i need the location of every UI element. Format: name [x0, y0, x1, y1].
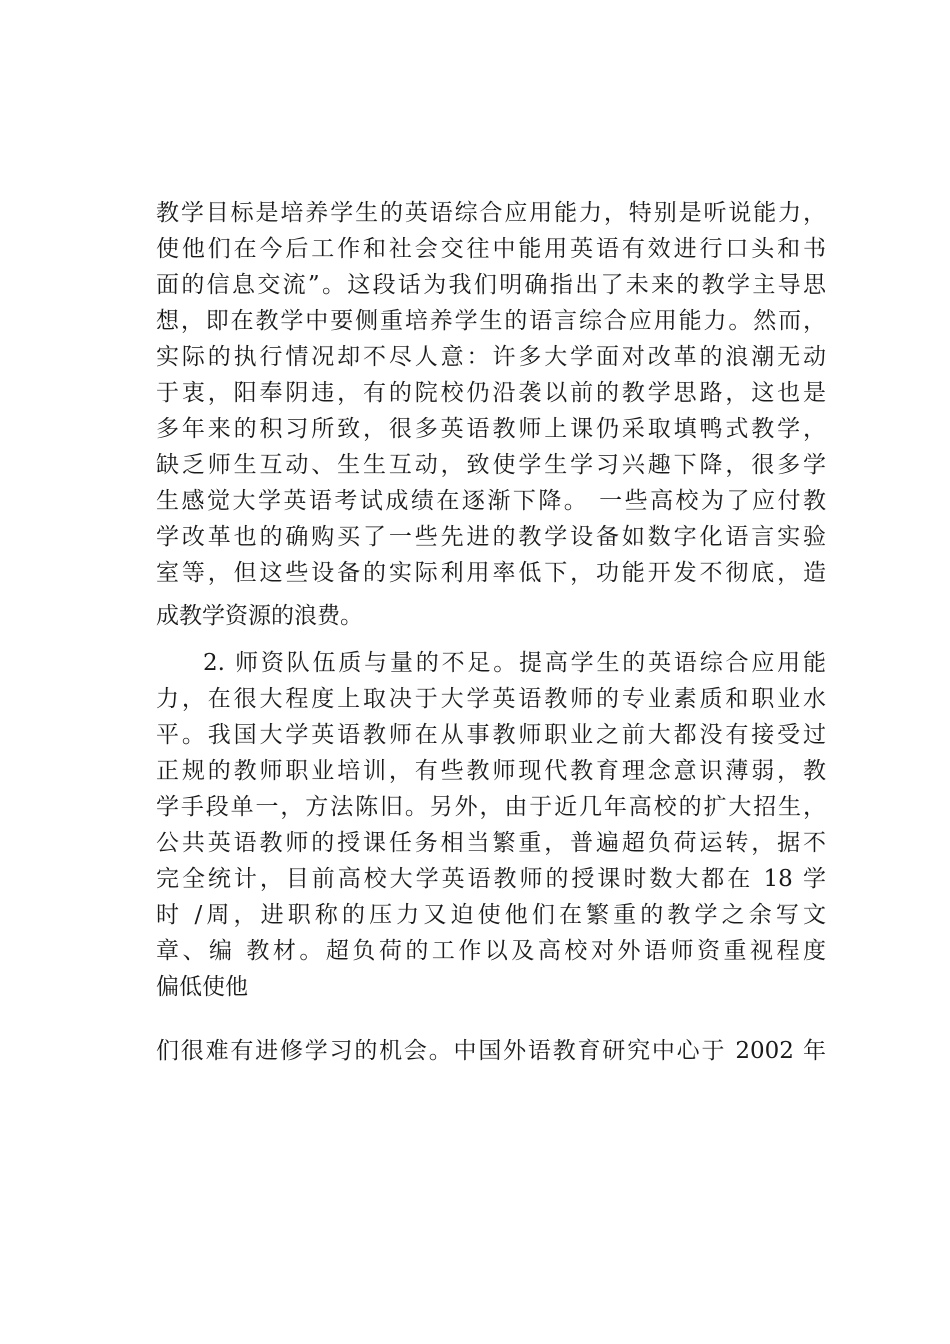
paragraph-1-line-3: 面的信息交流”。这段话为我们明确指出了未来的教学主导思: [156, 272, 826, 298]
paragraph-1-line-10: 学改革也的确购买了一些先进的教学设备如数字化语言实验: [156, 524, 826, 550]
paragraph-2-line-4: 正规的教师职业培训，有些教师现代教育理念意识薄弱，教: [156, 758, 826, 784]
paragraph-1-line-8: 缺乏师生互动、生生互动，致使学生学习兴趣下降，很多学: [156, 452, 826, 478]
paragraph-1-line-12: 成教学资源的浪费。: [156, 603, 363, 629]
paragraph-2-line-5: 学手段单一，方法陈旧。另外，由于近几年高校的扩大招生，: [156, 794, 826, 820]
paragraph-2-line-10: 偏低使他: [156, 974, 248, 1000]
paragraph-3-line-1: 们很难有进修学习的机会。中国外语教育研究中心于 2002 年: [156, 1038, 826, 1064]
paragraph-1-line-5: 实际的执行情况却不尽人意：许多大学面对改革的浪潮无动: [156, 344, 826, 370]
paragraph-1-line-9: 生感觉大学英语考试成绩在逐渐下降。 一些高校为了应付教: [156, 488, 826, 514]
paragraph-2-line-2: 力，在很大程度上取决于大学英语教师的专业素质和职业水: [156, 686, 826, 712]
paragraph-1-line-11: 室等，但这些设备的实际利用率低下，功能开发不彻底，造: [156, 560, 826, 586]
paragraph-2-line-3: 平。我国大学英语教师在从事教师职业之前大都没有接受过: [156, 722, 826, 748]
paragraph-1-line-1: 教学目标是培养学生的英语综合应用能力，特别是听说能力，: [156, 200, 826, 226]
paragraph-2-line-6: 公共英语教师的授课任务相当繁重，普遍超负荷运转，据不: [156, 830, 826, 856]
paragraph-1-line-2: 使他们在今后工作和社会交往中能用英语有效进行口头和书: [156, 236, 826, 262]
paragraph-1-line-4: 想，即在教学中要侧重培养学生的语言综合应用能力。然而，: [156, 308, 826, 334]
paragraph-2-line-8: 时 /周，进职称的压力又迫使他们在繁重的教学之余写文: [156, 902, 826, 928]
paragraph-2-line-9: 章、编 教材。超负荷的工作以及高校对外语师资重视程度: [156, 938, 826, 964]
paragraph-2-line-7: 完全统计，目前高校大学英语教师的授课时数大都在 18 学: [156, 866, 826, 892]
paragraph-1-line-6: 于衷，阳奉阴违，有的院校仍沿袭以前的教学思路，这也是: [156, 380, 826, 406]
paragraph-2-line-1: 2. 师资队伍质与量的不足。提高学生的英语综合应用能: [203, 650, 826, 676]
paragraph-1-line-7: 多年来的积习所致，很多英语教师上课仍采取填鸭式教学，: [156, 416, 826, 442]
